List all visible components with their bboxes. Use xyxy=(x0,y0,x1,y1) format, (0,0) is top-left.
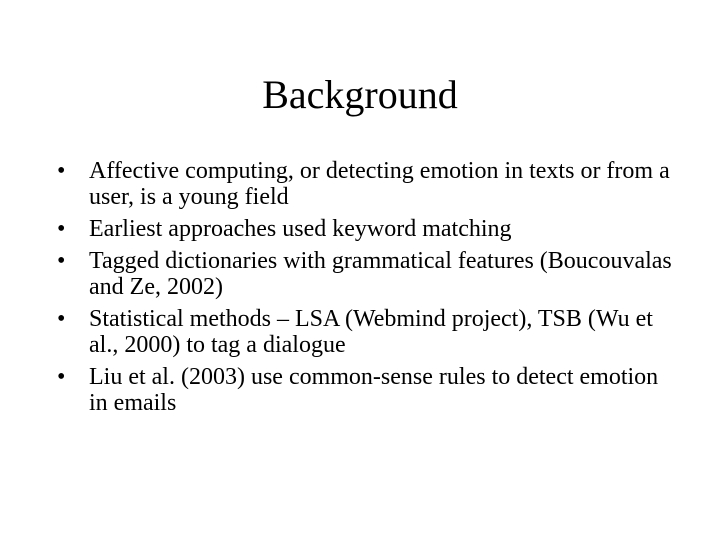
bullet-text: Earliest approaches used keyword matching xyxy=(89,216,512,242)
bullet-text: Liu et al. (2003) use common-sense rules to detect emotion in emails xyxy=(89,364,659,416)
bullet-icon: • xyxy=(57,248,66,274)
bullet-icon: • xyxy=(57,216,66,242)
bullet-text: Tagged dictionaries with grammatical features (Boucouvalas and Ze, 2002) xyxy=(89,248,672,300)
slide-title: Background xyxy=(262,72,458,117)
bullet-item xyxy=(57,306,677,358)
bullet-text: Affective computing, or detecting emotion in texts or from a user, is a young field xyxy=(89,158,670,210)
bullet-item xyxy=(57,216,677,242)
bullet-icon: • xyxy=(57,306,66,332)
bullet-text: Statistical methods – LSA (Webmind project), TSB (Wu et al., 2000) to tag a dialogue xyxy=(89,306,653,358)
bullet-list xyxy=(57,158,677,422)
bullet-icon: • xyxy=(57,158,66,184)
bullet-item xyxy=(57,248,677,300)
bullet-item xyxy=(57,158,677,210)
bullet-item xyxy=(57,364,677,416)
bullet-icon: • xyxy=(57,364,66,390)
